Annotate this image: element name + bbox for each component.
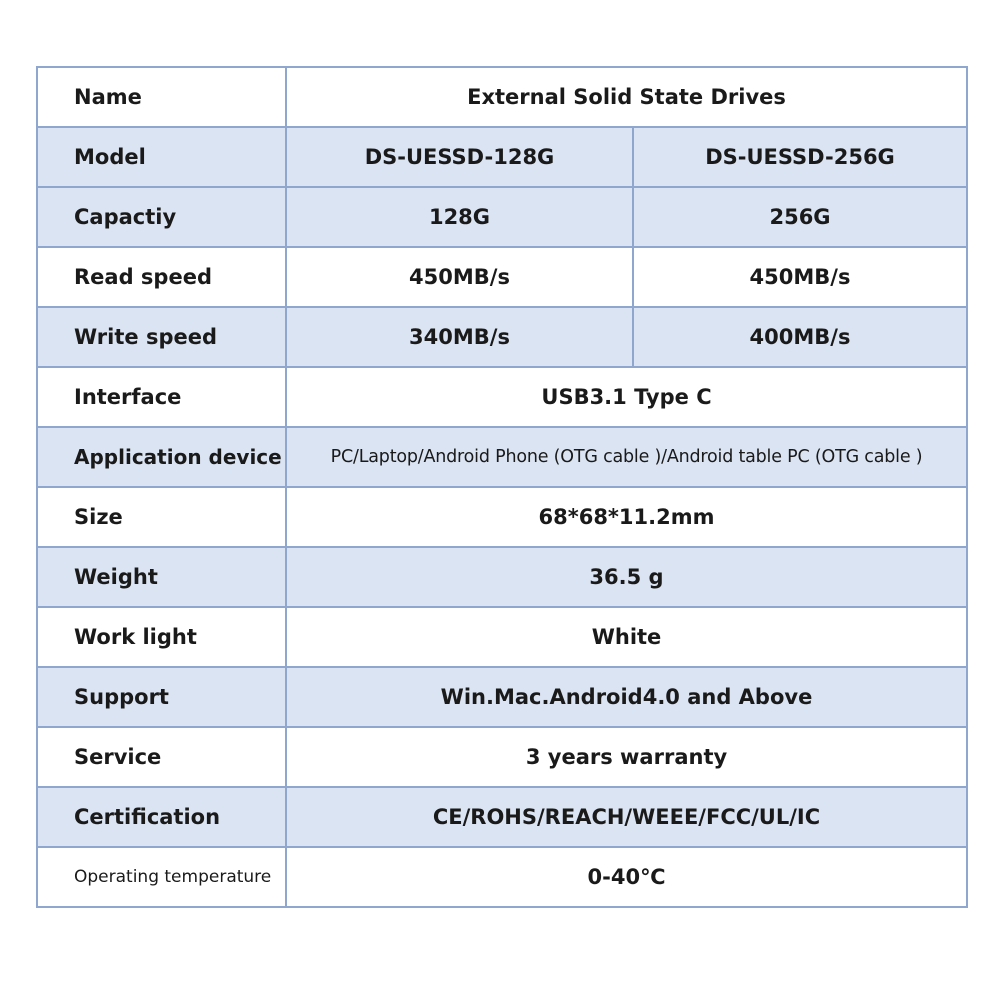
row-value-support: Win.Mac.Android4.0 and Above: [286, 667, 967, 727]
row-label-operating-temperature: Operating temperature: [37, 847, 286, 907]
model-256g-cell: DS-UESSD-256G: [633, 127, 967, 187]
row-value-service: 3 years warranty: [286, 727, 967, 787]
row-label-work-light: Work light: [37, 607, 286, 667]
row-value-certification: CE/ROHS/REACH/WEEE/FCC/UL/IC: [286, 787, 967, 847]
row-label-model: Model: [37, 127, 286, 187]
row-value-size: 68*68*11.2mm: [286, 487, 967, 547]
row-value-name: External Solid State Drives: [286, 67, 967, 127]
row-label-size: Size: [37, 487, 286, 547]
row-label-capacity: Capactiy: [37, 187, 286, 247]
table-row-service: [37, 727, 967, 787]
read-speed-128g-cell: 450MB/s: [286, 247, 633, 307]
row-value-work-light: White: [286, 607, 967, 667]
table-row-model: [37, 127, 967, 187]
table-row-operating-temperature: [37, 847, 967, 907]
row-label-certification: Certification: [37, 787, 286, 847]
capacity-128g-cell: 128G: [286, 187, 633, 247]
row-label-weight: Weight: [37, 547, 286, 607]
row-label-write-speed: Write speed: [37, 307, 286, 367]
row-value-weight: 36.5 g: [286, 547, 967, 607]
row-label-name: Name: [37, 67, 286, 127]
write-speed-256g-cell: 400MB/s: [633, 307, 967, 367]
table-row-work-light: [37, 607, 967, 667]
read-speed-256g-cell: 450MB/s: [633, 247, 967, 307]
row-label-support: Support: [37, 667, 286, 727]
row-value-interface: USB3.1 Type C: [286, 367, 967, 427]
table-row-capacity: [37, 187, 967, 247]
write-speed-128g-cell: 340MB/s: [286, 307, 633, 367]
table-row-size: [37, 487, 967, 547]
row-label-read-speed: Read speed: [37, 247, 286, 307]
model-128g-cell: DS-UESSD-128G: [286, 127, 633, 187]
spec-table: [36, 66, 968, 908]
row-label-service: Service: [37, 727, 286, 787]
table-row-write-speed: [37, 307, 967, 367]
table-row-certification: [37, 787, 967, 847]
row-value-operating-temperature: 0-40℃: [286, 847, 967, 907]
row-label-interface: Interface: [37, 367, 286, 427]
table-row-interface: [37, 367, 967, 427]
table-row-weight: [37, 547, 967, 607]
capacity-256g-cell: 256G: [633, 187, 967, 247]
table-row-application-device: [37, 427, 967, 487]
row-label-application-device: Application device: [37, 427, 286, 487]
table-row-read-speed: [37, 247, 967, 307]
table-row-support: [37, 667, 967, 727]
table-row-name: [37, 67, 967, 127]
row-value-application-device: PC/Laptop/Android Phone (OTG cable )/Android table PC (OTG cable ): [286, 427, 967, 487]
